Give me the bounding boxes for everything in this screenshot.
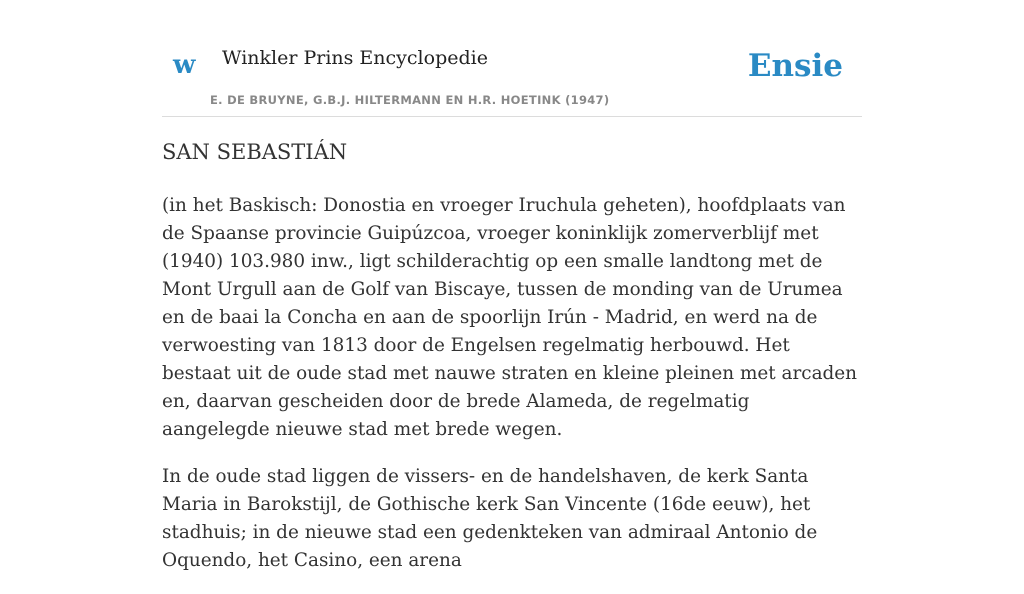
article-body [162, 192, 862, 594]
site-title[interactable]: Winkler Prins Encyclopedie [222, 47, 488, 69]
article-paragraph: In de oude stad liggen de vissers- en de handelshaven, de kerk Santa Maria in Barokstijl, de Gothische kerk San Vincente (16de eeuw), het stadhuis; in de nieuwe stad een gedenkteken van admiraal Antonio de Oquendo, het Casino, een arena [162, 466, 818, 571]
article-paragraph: (in het Baskisch: Donostia en vroeger Iruchula geheten), hoofdplaats van de Spaanse provincie Guipúzcoa, vroeger koninklijk zomerverblijf met (1940) 103.980 inw., ligt schilderachtig op een smalle landtong met de Mont Urgull aan de Golf van Biscaye, tussen de monding van de Urumea en de baai la Concha en aan de spoorlijn Irún - Madrid, en werd na de verwoesting van 1813 door de Engelsen regelmatig herbouwd. Het bestaat uit de oude stad met nauwe straten en kleine pleinen met arcaden en, daarvan gescheiden door de brede Alameda, de regelmatig aangelegde nieuwe stad met brede wegen. [162, 195, 858, 440]
ensie-logo-link[interactable]: Ensie [747, 48, 843, 84]
winkler-prins-logo-icon[interactable]: w [173, 50, 196, 80]
site-header [162, 0, 862, 117]
page-container [162, 0, 862, 571]
article-title: SAN SEBASTIÁN [162, 140, 348, 164]
site-authors: E. DE BRUYNE, G.B.J. HILTERMANN EN H.R. HOETINK (1947) [210, 93, 610, 107]
